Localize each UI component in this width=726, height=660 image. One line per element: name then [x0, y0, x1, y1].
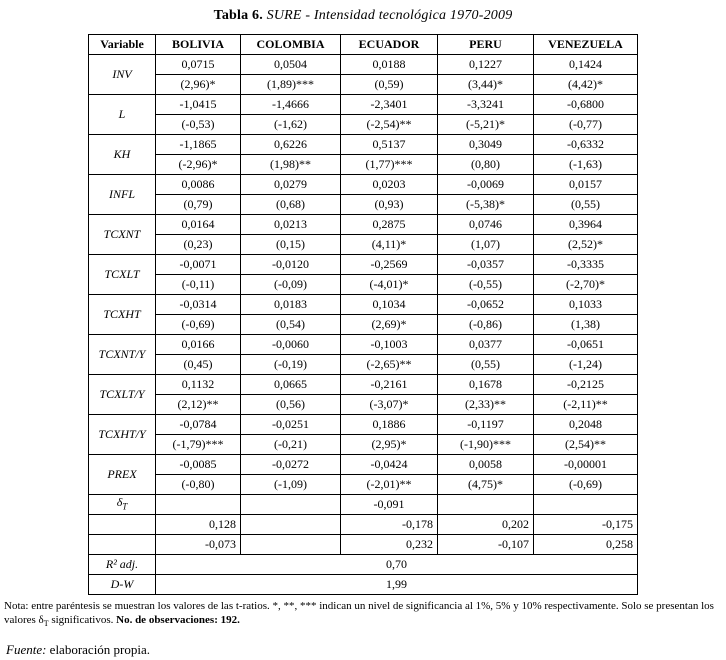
column-header-ecuador: ECUADOR	[341, 35, 438, 55]
regression-table	[88, 34, 638, 595]
variable-label-empty	[89, 515, 156, 535]
coefficient-cell: 0,0166	[156, 335, 241, 355]
variable-label: TCXHT/Y	[89, 415, 156, 455]
t-ratio-cell: (4,75)*	[438, 475, 534, 495]
coefficient-cell: 0,0279	[241, 175, 341, 195]
t-ratio-cell: (-2,54)**	[341, 115, 438, 135]
t-ratio-cell: (-4,01)*	[341, 275, 438, 295]
t-ratio-cell: (0,80)	[438, 155, 534, 175]
coefficient-cell: -0,2569	[341, 255, 438, 275]
table-row	[89, 135, 638, 155]
t-ratio-cell: (1,77)***	[341, 155, 438, 175]
coefficient-cell: -0,0651	[534, 335, 638, 355]
t-ratio-cell: (-2,11)**	[534, 395, 638, 415]
table-row	[89, 255, 638, 275]
delta-country-cell: -0,073	[156, 535, 241, 555]
table-row	[89, 475, 638, 495]
table-header	[89, 35, 638, 55]
t-ratio-cell: (-0,77)	[534, 115, 638, 135]
coefficient-cell: -0,2161	[341, 375, 438, 395]
coefficient-cell: 0,0377	[438, 335, 534, 355]
coefficient-cell: -0,0424	[341, 455, 438, 475]
variable-label: TCXNT	[89, 215, 156, 255]
table-number: Tabla 6.	[213, 8, 263, 23]
t-ratio-cell: (-2,70)*	[534, 275, 638, 295]
variable-label: TCXLT/Y	[89, 375, 156, 415]
delta-country-cell	[241, 515, 341, 535]
table-row	[89, 375, 638, 395]
t-ratio-cell: (2,52)*	[534, 235, 638, 255]
t-ratio-cell: (-1,63)	[534, 155, 638, 175]
t-ratio-cell: (2,12)**	[156, 395, 241, 415]
summary-value: 1,99	[156, 575, 638, 595]
source-line	[2, 630, 724, 658]
summary-value: 0,70	[156, 555, 638, 575]
t-ratio-cell: (0,59)	[341, 75, 438, 95]
t-ratio-cell: (1,38)	[534, 315, 638, 335]
coefficient-cell: 0,3964	[534, 215, 638, 235]
variable-label: TCXHT	[89, 295, 156, 335]
header-row	[89, 35, 638, 55]
coefficient-cell: -0,2125	[534, 375, 638, 395]
table-row	[89, 95, 638, 115]
note-text-2: significativos.	[48, 614, 117, 627]
column-header-peru: PERU	[438, 35, 534, 55]
table-row	[89, 395, 638, 415]
coefficient-cell: 0,1132	[156, 375, 241, 395]
variable-label: KH	[89, 135, 156, 175]
coefficient-cell: 0,1034	[341, 295, 438, 315]
coefficient-cell: -0,1197	[438, 415, 534, 435]
delta-country-cell: -0,178	[341, 515, 438, 535]
delta-country-cell: -0,107	[438, 535, 534, 555]
t-ratio-cell: (-0,69)	[156, 315, 241, 335]
coefficient-cell: 0,6226	[241, 135, 341, 155]
delta-country-cell: -0,175	[534, 515, 638, 535]
table-row	[89, 515, 638, 535]
t-ratio-cell: (1,98)**	[241, 155, 341, 175]
variable-label: PREX	[89, 455, 156, 495]
coefficient-cell: -1,0415	[156, 95, 241, 115]
delta-country-cell: 0,232	[341, 535, 438, 555]
t-ratio-cell: (-0,86)	[438, 315, 534, 335]
t-ratio-cell: (-0,11)	[156, 275, 241, 295]
t-ratio-cell: (-0,53)	[156, 115, 241, 135]
column-header-venezuela: VENEZUELA	[534, 35, 638, 55]
t-ratio-cell: (0,15)	[241, 235, 341, 255]
table-row	[89, 155, 638, 175]
t-ratio-cell: (4,11)*	[341, 235, 438, 255]
note-text-1: Nota: entre paréntesis se muestran los valores de las t-ratios. *, **, *** indican un nivel de significancia al 1%, 5% y 10% respectivamente. Solo se presentan los valores δ	[4, 600, 714, 627]
t-ratio-cell: (4,42)*	[534, 75, 638, 95]
variable-label-empty	[89, 535, 156, 555]
summary-label: R² adj.	[89, 555, 156, 575]
table-body	[89, 55, 638, 595]
coefficient-cell: 0,0086	[156, 175, 241, 195]
table-row	[89, 295, 638, 315]
coefficient-cell: 0,3049	[438, 135, 534, 155]
t-ratio-cell: (2,33)**	[438, 395, 534, 415]
coefficient-cell: 0,0188	[341, 55, 438, 75]
table-row	[89, 55, 638, 75]
delta-value-cell: -0,091	[341, 495, 438, 515]
t-ratio-cell: (-0,21)	[241, 435, 341, 455]
coefficient-cell: -0,00001	[534, 455, 638, 475]
coefficient-cell: 0,1424	[534, 55, 638, 75]
coefficient-cell: 0,5137	[341, 135, 438, 155]
t-ratio-cell: (-1,62)	[241, 115, 341, 135]
source-label: Fuente:	[6, 641, 47, 657]
source-text: elaboración propia.	[46, 641, 151, 657]
t-ratio-cell: (2,54)**	[534, 435, 638, 455]
variable-label: INV	[89, 55, 156, 95]
table-subtitle: SURE - Intensidad tecnológica 1970-2009	[266, 8, 513, 23]
t-ratio-cell: (3,44)*	[438, 75, 534, 95]
table-row	[89, 315, 638, 335]
coefficient-cell: -0,0120	[241, 255, 341, 275]
coefficient-cell: 0,0164	[156, 215, 241, 235]
t-ratio-cell: (0,54)	[241, 315, 341, 335]
coefficient-cell: 0,0665	[241, 375, 341, 395]
variable-label: L	[89, 95, 156, 135]
coefficient-cell: 0,2048	[534, 415, 638, 435]
delta-country-cell: 0,128	[156, 515, 241, 535]
coefficient-cell: -0,0085	[156, 455, 241, 475]
t-ratio-cell: (2,96)*	[156, 75, 241, 95]
table-row	[89, 195, 638, 215]
coefficient-cell: -0,1003	[341, 335, 438, 355]
t-ratio-cell: (-0,80)	[156, 475, 241, 495]
table-row	[89, 115, 638, 135]
table-row	[89, 275, 638, 295]
coefficient-cell: 0,1227	[438, 55, 534, 75]
t-ratio-cell: (-2,96)*	[156, 155, 241, 175]
variable-label-delta: $\delta_T$	[89, 495, 156, 515]
t-ratio-cell: (0,56)	[241, 395, 341, 415]
t-ratio-cell: (1,07)	[438, 235, 534, 255]
coefficient-cell: 0,0203	[341, 175, 438, 195]
table-row	[89, 555, 638, 575]
delta-country-cell	[241, 535, 341, 555]
t-ratio-cell: (-1,90)***	[438, 435, 534, 455]
table-row	[89, 335, 638, 355]
table-note	[2, 595, 724, 630]
coefficient-cell: -0,0071	[156, 255, 241, 275]
coefficient-cell: 0,0715	[156, 55, 241, 75]
coefficient-cell: -2,3401	[341, 95, 438, 115]
delta-country-cell: 0,258	[534, 535, 638, 555]
coefficient-cell: 0,1678	[438, 375, 534, 395]
t-ratio-cell: (0,93)	[341, 195, 438, 215]
t-ratio-cell: (0,45)	[156, 355, 241, 375]
t-ratio-cell: (-5,38)*	[438, 195, 534, 215]
delta-value-cell	[438, 495, 534, 515]
coefficient-cell: 0,0746	[438, 215, 534, 235]
t-ratio-cell: (-0,09)	[241, 275, 341, 295]
coefficient-cell: -0,0784	[156, 415, 241, 435]
delta-country-cell: 0,202	[438, 515, 534, 535]
coefficient-cell: -0,3335	[534, 255, 638, 275]
t-ratio-cell: (0,55)	[534, 195, 638, 215]
variable-label: INFL	[89, 175, 156, 215]
table-row	[89, 75, 638, 95]
t-ratio-cell: (-3,07)*	[341, 395, 438, 415]
table-row	[89, 495, 638, 515]
delta-value-cell	[156, 495, 241, 515]
coefficient-cell: -3,3241	[438, 95, 534, 115]
table-row	[89, 355, 638, 375]
coefficient-cell: -0,0357	[438, 255, 534, 275]
table-row	[89, 175, 638, 195]
delta-value-cell	[241, 495, 341, 515]
t-ratio-cell: (0,68)	[241, 195, 341, 215]
coefficient-cell: -0,0652	[438, 295, 534, 315]
coefficient-cell: 0,2875	[341, 215, 438, 235]
note-observations: No. de observaciones: 192.	[116, 614, 240, 627]
table-row	[89, 435, 638, 455]
t-ratio-cell: (-0,19)	[241, 355, 341, 375]
coefficient-cell: -0,6332	[534, 135, 638, 155]
t-ratio-cell: (0,79)	[156, 195, 241, 215]
table-row	[89, 215, 638, 235]
t-ratio-cell: (0,55)	[438, 355, 534, 375]
table-row	[89, 575, 638, 595]
t-ratio-cell: (0,23)	[156, 235, 241, 255]
variable-label: TCXNT/Y	[89, 335, 156, 375]
coefficient-cell: 0,0058	[438, 455, 534, 475]
coefficient-cell: 0,0157	[534, 175, 638, 195]
coefficient-cell: -1,1865	[156, 135, 241, 155]
coefficient-cell: -0,0314	[156, 295, 241, 315]
table-title	[2, 2, 724, 24]
t-ratio-cell: (-1,24)	[534, 355, 638, 375]
coefficient-cell: -0,0272	[241, 455, 341, 475]
coefficient-cell: 0,1033	[534, 295, 638, 315]
t-ratio-cell: (2,95)*	[341, 435, 438, 455]
table-row	[89, 235, 638, 255]
column-header-colombia: COLOMBIA	[241, 35, 341, 55]
coefficient-cell: -1,4666	[241, 95, 341, 115]
note-delta-subscript: T	[43, 619, 49, 629]
variable-label: TCXLT	[89, 255, 156, 295]
table-row	[89, 535, 638, 555]
t-ratio-cell: (-0,55)	[438, 275, 534, 295]
t-ratio-cell: (-2,01)**	[341, 475, 438, 495]
column-header-variable: Variable	[89, 35, 156, 55]
coefficient-cell: 0,1886	[341, 415, 438, 435]
coefficient-cell: 0,0504	[241, 55, 341, 75]
coefficient-cell: -0,0251	[241, 415, 341, 435]
t-ratio-cell: (2,69)*	[341, 315, 438, 335]
t-ratio-cell: (-1,09)	[241, 475, 341, 495]
coefficient-cell: 0,0213	[241, 215, 341, 235]
t-ratio-cell: (-1,79)***	[156, 435, 241, 455]
coefficient-cell: -0,6800	[534, 95, 638, 115]
coefficient-cell: -0,0069	[438, 175, 534, 195]
coefficient-cell: 0,0183	[241, 295, 341, 315]
table-row	[89, 415, 638, 435]
t-ratio-cell: (1,89)***	[241, 75, 341, 95]
coefficient-cell: -0,0060	[241, 335, 341, 355]
summary-label: D-W	[89, 575, 156, 595]
table-row	[89, 455, 638, 475]
t-ratio-cell: (-0,69)	[534, 475, 638, 495]
t-ratio-cell: (-2,65)**	[341, 355, 438, 375]
delta-value-cell	[534, 495, 638, 515]
t-ratio-cell: (-5,21)*	[438, 115, 534, 135]
column-header-bolivia: BOLIVIA	[156, 35, 241, 55]
